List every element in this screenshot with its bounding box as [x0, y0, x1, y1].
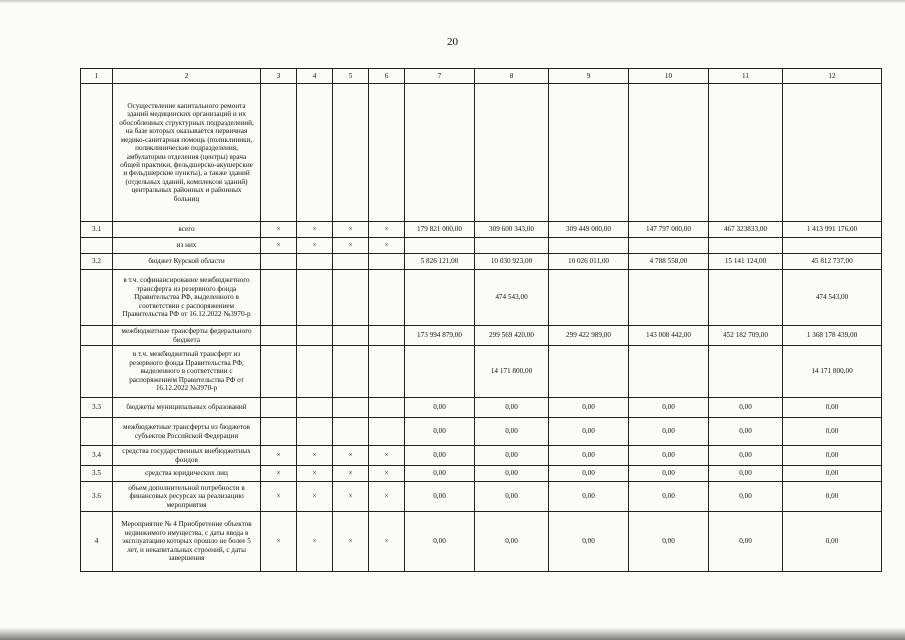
table-row: [81, 446, 882, 466]
col-11-cell: 0,00: [709, 482, 783, 512]
col-8-cell: 0,00: [475, 446, 549, 466]
col-6-cell: ×: [369, 466, 405, 482]
col-6-cell: [369, 84, 405, 222]
column-number: 4: [297, 69, 333, 84]
row-number: 4: [81, 512, 113, 572]
column-number: 12: [783, 69, 882, 84]
row-description: в т.ч. софинансирование межбюджетного трансферта из резервного фонда Правительства РФ, выделенного в соответствии с распоряжением Правительства РФ от 16.12.2022 №3970-р: [113, 270, 261, 326]
col-7-cell: 0,00: [405, 398, 475, 418]
total-cell: [783, 84, 882, 222]
col-10-cell: [629, 270, 709, 326]
col-5-cell: [333, 346, 369, 398]
total-cell: 0,00: [783, 446, 882, 466]
column-number: 9: [549, 69, 629, 84]
col-4-cell: ×: [297, 466, 333, 482]
total-cell: 0,00: [783, 482, 882, 512]
col-10-cell: 0,00: [629, 418, 709, 446]
col-9-cell: [549, 84, 629, 222]
row-description: объем дополнительной потребности в финансовых ресурсах на реализацию мероприятия: [113, 482, 261, 512]
row-number: [81, 418, 113, 446]
col-10-cell: [629, 238, 709, 254]
row-number: [81, 346, 113, 398]
col-10-cell: 0,00: [629, 446, 709, 466]
total-cell: 0,00: [783, 398, 882, 418]
col-7-cell: 0,00: [405, 446, 475, 466]
column-number: 1: [81, 69, 113, 84]
col-11-cell: [709, 238, 783, 254]
row-description: межбюджетные трансферты федерального бюджета: [113, 326, 261, 346]
col-8-cell: 474 543,00: [475, 270, 549, 326]
col-5-cell: ×: [333, 466, 369, 482]
col-11-cell: 0,00: [709, 446, 783, 466]
col-10-cell: [629, 346, 709, 398]
col-7-cell: [405, 346, 475, 398]
col-9-cell: 0,00: [549, 418, 629, 446]
col-6-cell: ×: [369, 446, 405, 466]
col-4-cell: ×: [297, 482, 333, 512]
table-row: [81, 84, 882, 222]
row-description: средства государственных внебюджетных фондов: [113, 446, 261, 466]
col-10-cell: 0,00: [629, 512, 709, 572]
col-7-cell: [405, 84, 475, 222]
row-number: 3.3: [81, 398, 113, 418]
col-3-cell: ×: [261, 482, 297, 512]
col-9-cell: 0,00: [549, 466, 629, 482]
col-7-cell: 0,00: [405, 482, 475, 512]
col-8-cell: 0,00: [475, 398, 549, 418]
col-11-cell: 467 323833,00: [709, 222, 783, 238]
col-7-cell: [405, 238, 475, 254]
col-3-cell: ×: [261, 446, 297, 466]
col-5-cell: ×: [333, 222, 369, 238]
row-number: 3.1: [81, 222, 113, 238]
column-number: 7: [405, 69, 475, 84]
row-number: 3.6: [81, 482, 113, 512]
row-description: из них: [113, 238, 261, 254]
col-5-cell: [333, 84, 369, 222]
col-3-cell: [261, 418, 297, 446]
col-9-cell: 299 422 989,00: [549, 326, 629, 346]
col-11-cell: [709, 84, 783, 222]
col-9-cell: 0,00: [549, 398, 629, 418]
col-9-cell: [549, 346, 629, 398]
table-row: [81, 270, 882, 326]
table-row: [81, 512, 882, 572]
column-number: 5: [333, 69, 369, 84]
col-9-cell: [549, 238, 629, 254]
col-3-cell: ×: [261, 222, 297, 238]
col-9-cell: 0,00: [549, 482, 629, 512]
row-description: бюджеты муниципальных образований: [113, 398, 261, 418]
table-row: [81, 254, 882, 270]
total-cell: 0,00: [783, 466, 882, 482]
col-3-cell: ×: [261, 466, 297, 482]
row-description: бюджет Курской области: [113, 254, 261, 270]
column-number-row: [81, 69, 882, 84]
col-6-cell: ×: [369, 222, 405, 238]
table-row: [81, 418, 882, 446]
total-cell: 1 368 178 439,00: [783, 326, 882, 346]
col-8-cell: 0,00: [475, 482, 549, 512]
col-9-cell: 0,00: [549, 512, 629, 572]
total-cell: 14 171 800,00: [783, 346, 882, 398]
col-5-cell: [333, 398, 369, 418]
col-7-cell: 179 821 000,00: [405, 222, 475, 238]
col-3-cell: [261, 326, 297, 346]
col-11-cell: [709, 346, 783, 398]
col-6-cell: ×: [369, 512, 405, 572]
table-row: [81, 398, 882, 418]
col-4-cell: ×: [297, 238, 333, 254]
col-6-cell: [369, 326, 405, 346]
col-4-cell: [297, 326, 333, 346]
row-number: 3.5: [81, 466, 113, 482]
row-description: межбюджетные трансферты из бюджетов субъектов Российской Федерации: [113, 418, 261, 446]
col-10-cell: [629, 84, 709, 222]
total-cell: [783, 238, 882, 254]
col-8-cell: [475, 238, 549, 254]
col-4-cell: ×: [297, 512, 333, 572]
total-cell: 45 812 737,00: [783, 254, 882, 270]
col-8-cell: 0,00: [475, 418, 549, 446]
col-10-cell: 0,00: [629, 482, 709, 512]
col-7-cell: 0,00: [405, 418, 475, 446]
col-11-cell: 452 182 709,00: [709, 326, 783, 346]
col-11-cell: 0,00: [709, 466, 783, 482]
col-5-cell: [333, 418, 369, 446]
col-3-cell: ×: [261, 238, 297, 254]
total-cell: 1 413 991 176,00: [783, 222, 882, 238]
col-3-cell: [261, 254, 297, 270]
col-10-cell: 147 797 000,00: [629, 222, 709, 238]
col-4-cell: [297, 398, 333, 418]
total-cell: 0,00: [783, 418, 882, 446]
col-9-cell: 0,00: [549, 446, 629, 466]
col-5-cell: [333, 254, 369, 270]
col-4-cell: ×: [297, 222, 333, 238]
row-description: всего: [113, 222, 261, 238]
col-4-cell: [297, 84, 333, 222]
table-row: [81, 466, 882, 482]
column-number: 3: [261, 69, 297, 84]
col-3-cell: [261, 346, 297, 398]
col-5-cell: ×: [333, 238, 369, 254]
col-4-cell: ×: [297, 446, 333, 466]
col-9-cell: [549, 270, 629, 326]
col-3-cell: [261, 398, 297, 418]
column-number: 8: [475, 69, 549, 84]
col-8-cell: 309 600 343,00: [475, 222, 549, 238]
col-6-cell: [369, 254, 405, 270]
col-9-cell: 309 449 000,00: [549, 222, 629, 238]
budget-table: [80, 68, 882, 572]
col-6-cell: [369, 270, 405, 326]
row-number: [81, 84, 113, 222]
row-number: [81, 270, 113, 326]
col-10-cell: 0,00: [629, 466, 709, 482]
col-3-cell: [261, 84, 297, 222]
total-cell: 474 543,00: [783, 270, 882, 326]
col-8-cell: 10 030 923,00: [475, 254, 549, 270]
col-8-cell: 0,00: [475, 512, 549, 572]
row-number: 3.4: [81, 446, 113, 466]
table-row: [81, 482, 882, 512]
column-number: 6: [369, 69, 405, 84]
col-5-cell: ×: [333, 512, 369, 572]
table-row: [81, 326, 882, 346]
col-8-cell: [475, 84, 549, 222]
col-10-cell: 143 008 442,00: [629, 326, 709, 346]
col-11-cell: 15 141 124,00: [709, 254, 783, 270]
col-5-cell: ×: [333, 482, 369, 512]
col-6-cell: [369, 398, 405, 418]
col-9-cell: 10 026 011,00: [549, 254, 629, 270]
column-number: 10: [629, 69, 709, 84]
col-11-cell: 0,00: [709, 418, 783, 446]
row-description: Осуществление капитального ремонта зданий медицинских организаций и их обособленных структурных подразделений, на базе которых оказывается первичная медико-санитарная помощь (поликлиники, поликлинические подразделения, амбулатории отделения (центры) врача общей практики, фельдшерско-акушерские и фельдшерские пункты), а также зданий (отдельных зданий, комплексов зданий) центральных районных и районных больниц: [113, 84, 261, 222]
col-4-cell: [297, 418, 333, 446]
scan-bottom-edge: [0, 628, 905, 640]
col-5-cell: [333, 326, 369, 346]
col-10-cell: 4 788 558,00: [629, 254, 709, 270]
col-8-cell: 0,00: [475, 466, 549, 482]
col-11-cell: [709, 270, 783, 326]
row-number: 3.2: [81, 254, 113, 270]
table-row: [81, 222, 882, 238]
scan-top-edge: [0, 0, 905, 3]
col-6-cell: ×: [369, 238, 405, 254]
col-3-cell: [261, 270, 297, 326]
col-10-cell: 0,00: [629, 398, 709, 418]
col-7-cell: 173 994 879,00: [405, 326, 475, 346]
col-7-cell: 5 826 121,00: [405, 254, 475, 270]
col-7-cell: 0,00: [405, 512, 475, 572]
col-6-cell: [369, 418, 405, 446]
col-11-cell: 0,00: [709, 512, 783, 572]
col-4-cell: [297, 254, 333, 270]
col-5-cell: ×: [333, 446, 369, 466]
col-8-cell: 14 171 800,00: [475, 346, 549, 398]
row-number: [81, 238, 113, 254]
col-6-cell: [369, 346, 405, 398]
column-number: 11: [709, 69, 783, 84]
row-description: средства юридических лиц: [113, 466, 261, 482]
col-6-cell: ×: [369, 482, 405, 512]
row-description: Мероприятие № 4 Приобретение объектов недвижимого имущества, с даты ввода в эксплуатацию которых прошло не более 5 лет, и некапитальных строений, с даты завершения: [113, 512, 261, 572]
col-3-cell: ×: [261, 512, 297, 572]
col-7-cell: 0,00: [405, 466, 475, 482]
page-number: 20: [447, 36, 458, 48]
total-cell: 0,00: [783, 512, 882, 572]
row-description: в т.ч. межбюджетный трансферт из резервного фонда Правительства РФ, выделенного в соответствии с распоряжением Правительства РФ от 16.12.2022 №3970-р: [113, 346, 261, 398]
table-row: [81, 238, 882, 254]
col-5-cell: [333, 270, 369, 326]
col-4-cell: [297, 270, 333, 326]
col-7-cell: [405, 270, 475, 326]
column-number: 2: [113, 69, 261, 84]
table-row: [81, 346, 882, 398]
col-8-cell: 299 569 420,00: [475, 326, 549, 346]
row-number: [81, 326, 113, 346]
col-11-cell: 0,00: [709, 398, 783, 418]
col-4-cell: [297, 346, 333, 398]
